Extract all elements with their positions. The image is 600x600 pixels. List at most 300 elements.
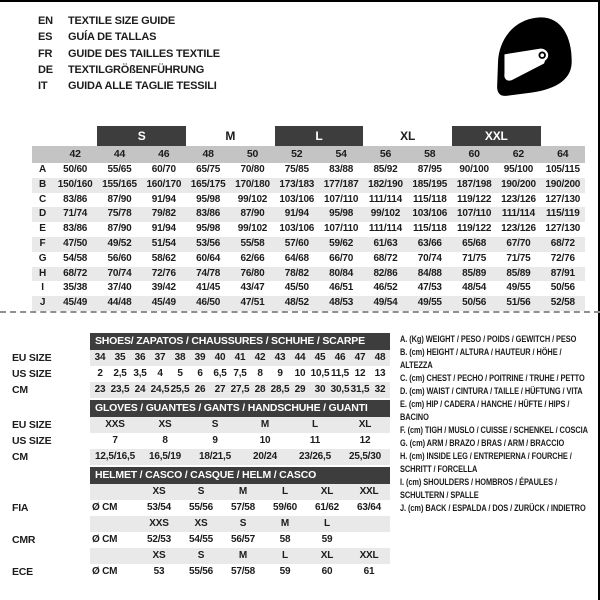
legend-item: A. (Kg) WEIGHT / PESO / POIDS / GEWITCH / PESO — [400, 334, 577, 345]
measurement-cell: 47/53 — [417, 282, 442, 294]
measurement-cell: 78/82 — [275, 267, 319, 282]
table-title: SHOES/ ZAPATOS / CHAUSSURES / SCHUHE / SCARPE — [90, 333, 390, 350]
measurement-cell: 54/58 — [63, 252, 88, 264]
row-label: US SIZE — [12, 433, 90, 449]
language-title: GUIDE DES TAILLES TEXTILE — [68, 47, 220, 60]
measurement-cell: 47/51 — [230, 296, 274, 311]
row-label: A — [38, 164, 47, 175]
textile-size-table — [32, 126, 585, 311]
size-group-label: L — [275, 126, 364, 146]
measurement-cell: 74/78 — [186, 267, 230, 282]
measurement-cell: 51/56 — [496, 296, 540, 311]
size-label-cell: S — [222, 516, 264, 532]
value-cell: 28 — [250, 382, 270, 398]
value-cell: 59 — [279, 566, 291, 577]
measurement-cell: 165/175 — [186, 178, 230, 193]
measurement-cell: 83/86 — [63, 193, 88, 205]
row-label: EU SIZE — [12, 417, 90, 433]
measurement-row — [32, 237, 585, 252]
size-label-cell: M — [222, 484, 264, 500]
size-label-cell: M — [222, 548, 264, 564]
numeric-size-label: 48 — [186, 146, 230, 163]
measurement-cell: 91/94 — [151, 193, 176, 205]
size-label-cell — [348, 516, 390, 532]
measurement-cell: 41/45 — [196, 282, 221, 294]
language-code: DE — [38, 63, 53, 76]
measurement-cell: 173/183 — [275, 178, 319, 193]
standard-label: ECE — [12, 564, 90, 580]
corner-cell — [12, 467, 90, 484]
standard-label: CMR — [12, 532, 90, 548]
row-label: I — [41, 282, 44, 294]
table-title-row — [12, 400, 390, 417]
measurement-cell: 50/60 — [63, 164, 88, 175]
measurement-cell: 35/38 — [63, 282, 88, 294]
measurement-cell: 71/74 — [53, 207, 97, 222]
table-title-row — [12, 467, 390, 484]
measurement-row — [32, 267, 585, 282]
measurement-cell: 111/114 — [496, 207, 540, 222]
helmet-value-row — [12, 532, 390, 548]
measurement-cell: 111/114 — [368, 193, 402, 205]
helmet-value-row — [12, 500, 390, 516]
value-cell: 37 — [150, 350, 170, 366]
value-cell: 53 — [153, 566, 165, 577]
language-code: EN — [38, 15, 53, 27]
value-cell: L — [290, 417, 340, 433]
measurement-cell: 190/200 — [496, 178, 540, 193]
row-label: EU SIZE — [12, 350, 90, 366]
value-cell: 42 — [250, 350, 270, 366]
value-cell: 2 — [97, 368, 103, 379]
legend-item: D. (cm) WAIST / CINTURA / TAILLE / HÜFTUNG / VITA — [400, 386, 583, 397]
measurement-cell: 83/86 — [186, 207, 230, 222]
measurement-cell: 85/89 — [452, 267, 496, 282]
measurement-cell: 43/47 — [240, 282, 265, 294]
size-group-label — [541, 126, 585, 146]
value-cell: 59 — [321, 534, 333, 545]
legend-item: B. (cm) HEIGHT / ALTURA / HAUTEUR / HÖHE / ALTEZZA — [400, 347, 562, 371]
size-label-cell: XXL — [348, 548, 390, 564]
legend-item: G. (cm) ARM / BRAZO / BRAS / ARM / BRACCIO — [400, 438, 565, 449]
value-cell: 20/24 — [240, 449, 290, 465]
measurement-cell: 56/60 — [107, 252, 132, 264]
size-label-cell: S — [180, 548, 222, 564]
value-cell: 10 — [294, 368, 306, 379]
accessory-tables — [12, 333, 390, 582]
measurement-cell: 65/68 — [452, 237, 496, 252]
row-label: G — [38, 252, 47, 264]
measurement-cell: 155/165 — [97, 178, 141, 193]
measurement-cell: 105/115 — [545, 164, 580, 175]
numeric-size-header-row — [32, 146, 585, 163]
standard-label: FIA — [12, 500, 90, 516]
size-label-cell: L — [264, 484, 306, 500]
diameter-unit-label: Ø CM — [92, 502, 118, 513]
value-cell: 12 — [359, 435, 371, 446]
numeric-size-label: 58 — [408, 146, 452, 163]
measurement-cell: 127/130 — [545, 223, 581, 235]
measurement-cell: 103/106 — [279, 193, 315, 205]
measurement-cell: 111/114 — [368, 223, 402, 235]
measurement-cell: 103/106 — [408, 207, 452, 222]
measurement-cell: 66/70 — [329, 252, 354, 264]
helmet-value-row — [12, 564, 390, 580]
measurement-cell: 80/84 — [319, 267, 363, 282]
helmet-size-header-row — [12, 516, 390, 532]
corner-cell — [12, 400, 90, 417]
value-cell: 58 — [279, 534, 291, 545]
measurement-cell: 185/195 — [408, 178, 452, 193]
unit-spacer-cell — [90, 548, 138, 564]
language-row — [38, 46, 220, 62]
measurement-row — [32, 252, 585, 267]
numeric-size-label: 56 — [363, 146, 407, 163]
measurement-cell: 45/49 — [142, 296, 186, 311]
measurement-cell: 49/55 — [408, 296, 452, 311]
size-label-cell: XXL — [348, 484, 390, 500]
measurement-cell: 46/50 — [186, 296, 230, 311]
value-cell: 35 — [110, 350, 130, 366]
measurement-cell: 71/75 — [506, 252, 531, 264]
row-label: CM — [12, 382, 90, 398]
measurement-cell: 59/62 — [319, 237, 363, 252]
measurement-cell: 62/66 — [240, 252, 265, 264]
value-cell: 56/57 — [230, 534, 256, 545]
value-cell: 48 — [370, 350, 390, 366]
size-group-label: XL — [400, 129, 416, 143]
table-row — [12, 350, 390, 366]
value-cell: 16,5/19 — [140, 449, 190, 465]
measurement-cell: 49/52 — [97, 237, 141, 252]
measurement-cell: 64/68 — [284, 252, 309, 264]
value-cell: 43 — [270, 350, 290, 366]
value-cell: 24 — [130, 382, 150, 398]
table-row — [12, 417, 390, 433]
numeric-size-label: 46 — [142, 146, 186, 163]
value-cell: 2,5 — [113, 368, 127, 379]
bottom-section — [12, 333, 600, 582]
measurement-cell: 85/92 — [373, 164, 398, 175]
row-label: C — [38, 193, 47, 205]
measurement-cell: 47/50 — [53, 237, 97, 252]
measurement-cell: 99/102 — [363, 207, 407, 222]
measurement-cell: 68/72 — [541, 237, 585, 252]
value-cell: 10 — [259, 435, 271, 446]
language-title: GUÍA DE TALLAS — [68, 31, 157, 44]
value-cell: S — [190, 417, 240, 433]
value-cell: 57/58 — [230, 502, 256, 513]
size-group-label: S — [97, 126, 186, 146]
measurement-cell: 115/119 — [541, 207, 585, 222]
measurement-cell: 44/48 — [97, 296, 141, 311]
legend-item: I. (cm) SHOULDERS / HOMBROS / ÉPAULES / SCHULTERN / SPALLE — [400, 477, 557, 501]
value-cell: 23/26,5 — [290, 449, 340, 465]
language-row — [38, 62, 220, 78]
measurement-cell: 107/110 — [324, 223, 359, 235]
size-label-cell: L — [264, 548, 306, 564]
measurement-cell: 115/118 — [412, 193, 447, 205]
value-cell: 23,5 — [110, 382, 130, 398]
gloves-size-table — [12, 400, 390, 465]
measurement-cell: 187/198 — [452, 178, 496, 193]
value-cell: 34 — [90, 350, 110, 366]
measurement-cell: 95/100 — [503, 164, 534, 175]
table-row — [12, 433, 390, 449]
value-cell: 52/53 — [146, 534, 172, 545]
measurement-cell: 76/80 — [230, 267, 274, 282]
value-cell: 41 — [230, 350, 250, 366]
page-border-top — [0, 0, 600, 2]
value-cell: 27 — [210, 382, 230, 398]
measurement-row — [32, 178, 585, 193]
table-row — [12, 382, 390, 398]
measurement-cell: 107/110 — [324, 193, 359, 205]
measurement-cell: 55/58 — [230, 237, 274, 252]
value-cell: XL — [340, 417, 390, 433]
measurement-cell: 48/52 — [275, 296, 319, 311]
value-cell: 36 — [130, 350, 150, 366]
table-title: HELMET / CASCO / CASQUE / HELM / CASCO — [90, 467, 390, 484]
row-label: J — [32, 296, 53, 311]
value-cell: 54/55 — [188, 534, 214, 545]
language-row — [38, 13, 220, 29]
measurement-cell: 50/56 — [452, 296, 496, 311]
legend-item: J. (cm) BACK / ESPALDA / DOS / ZURÜCK / INDIETRO — [400, 503, 586, 514]
measurement-cell: 65/75 — [196, 164, 221, 175]
measurement-cell: 87/90 — [107, 223, 132, 235]
value-cell: 11 — [309, 435, 321, 446]
measurement-cell: 87/90 — [107, 193, 132, 205]
value-cell: 25,5/30 — [340, 449, 390, 465]
dashed-separator — [0, 311, 600, 313]
measurement-cell: 83/88 — [329, 164, 354, 175]
helmet-size-table — [12, 467, 390, 580]
legend-item: C. (cm) CHEST / PECHO / POITRINE / TRUHE / PETTO — [400, 373, 585, 384]
measurement-row — [32, 222, 585, 237]
measurement-cell: 71/75 — [462, 252, 487, 264]
measurement-legend — [400, 333, 595, 582]
measurement-cell: 85/89 — [496, 267, 540, 282]
value-cell: 9 — [212, 435, 218, 446]
measurement-cell: 160/170 — [142, 178, 186, 193]
measurement-cell: 103/106 — [279, 223, 315, 235]
measurement-cell: 107/110 — [452, 207, 496, 222]
measurement-cell: 50/56 — [550, 282, 575, 294]
numeric-size-label: 44 — [97, 146, 141, 163]
measurement-cell: 99/102 — [237, 193, 268, 205]
corner-cell — [32, 146, 53, 163]
value-cell: 13 — [374, 368, 386, 379]
measurement-cell: 95/98 — [319, 207, 363, 222]
value-cell: 5 — [177, 368, 183, 379]
measurement-cell: 99/102 — [237, 223, 268, 235]
racing-helmet-icon — [487, 12, 579, 104]
measurement-cell: 87/90 — [230, 207, 274, 222]
measurement-cell: 37/40 — [107, 282, 132, 294]
value-cell: 9 — [277, 368, 283, 379]
value-cell: 40 — [210, 350, 230, 366]
measurement-cell: 190/200 — [541, 178, 585, 193]
value-cell: 30 — [310, 382, 330, 398]
measurement-cell: 46/51 — [329, 282, 354, 294]
measurement-cell: 75/78 — [97, 207, 141, 222]
value-cell: M — [240, 417, 290, 433]
measurement-cell: 60/64 — [196, 252, 221, 264]
value-cell: 57/58 — [230, 566, 256, 577]
value-cell: 23 — [90, 382, 110, 398]
measurement-row — [32, 296, 585, 311]
numeric-size-label: 62 — [496, 146, 540, 163]
size-group-label — [53, 126, 97, 146]
row-label: E — [39, 223, 46, 235]
value-cell: 24,5 — [150, 382, 170, 398]
value-cell: 4 — [157, 368, 163, 379]
value-cell: 30,5 — [330, 382, 350, 398]
measurement-cell: 63/66 — [408, 237, 452, 252]
corner-cell — [12, 484, 90, 500]
measurement-cell: 70/74 — [97, 267, 141, 282]
numeric-size-label: 60 — [452, 146, 496, 163]
size-label-cell: S — [180, 484, 222, 500]
value-cell: 28,5 — [270, 382, 290, 398]
size-label-cell: XXS — [138, 516, 180, 532]
language-code: IT — [38, 80, 48, 93]
value-cell: 31,5 — [350, 382, 370, 398]
numeric-size-label: 42 — [53, 146, 97, 163]
size-label-cell: XS — [138, 548, 180, 564]
measurement-cell: 57/60 — [275, 237, 319, 252]
measurement-cell: 51/54 — [142, 237, 186, 252]
corner-cell — [12, 516, 90, 532]
measurement-cell: 68/72 — [373, 252, 398, 264]
row-label: CM — [12, 449, 90, 465]
measurement-cell: 75/85 — [284, 164, 309, 175]
measurement-cell: 82/86 — [363, 267, 407, 282]
measurement-cell: 70/80 — [240, 164, 265, 175]
unit-spacer-cell — [90, 516, 138, 532]
numeric-size-label: 52 — [275, 146, 319, 163]
language-code: ES — [38, 31, 53, 44]
size-label-cell: XS — [138, 484, 180, 500]
measurement-cell: 119/122 — [457, 223, 492, 235]
value-cell: 26 — [190, 382, 210, 398]
row-label: D — [32, 207, 53, 222]
measurement-cell: 70/74 — [417, 252, 442, 264]
measurement-cell: 150/160 — [53, 178, 97, 193]
table-title: GLOVES / GUANTES / GANTS / HANDSCHUHE / GUANTI — [90, 400, 390, 417]
size-label-cell: L — [306, 516, 348, 532]
measurement-cell: 91/94 — [151, 223, 176, 235]
row-label: H — [32, 267, 53, 282]
size-label-cell: XL — [306, 484, 348, 500]
measurement-cell: 48/54 — [462, 282, 487, 294]
language-row — [38, 29, 220, 45]
value-cell: 8 — [257, 368, 263, 379]
value-cell — [348, 532, 390, 548]
size-label-cell: XL — [306, 548, 348, 564]
value-cell: 45 — [310, 350, 330, 366]
language-row — [38, 78, 220, 94]
value-cell: 3,5 — [133, 368, 147, 379]
value-cell: 61/62 — [314, 502, 340, 513]
language-title: TEXTILGRÖßENFÜHRUNG — [68, 63, 205, 76]
helmet-size-header-row — [12, 484, 390, 500]
corner-cell — [32, 126, 53, 146]
measurement-row — [32, 281, 585, 296]
shoes-size-table — [12, 333, 390, 398]
numeric-size-label: 50 — [230, 146, 274, 163]
measurement-cell: 52/58 — [541, 296, 585, 311]
measurement-cell: 84/88 — [408, 267, 452, 282]
value-cell: 39 — [190, 350, 210, 366]
measurement-cell: 60/70 — [151, 164, 176, 175]
value-cell: 29 — [290, 382, 310, 398]
language-title: GUIDA ALLE TAGLIE TESSILI — [68, 80, 217, 93]
numeric-size-label: 54 — [319, 146, 363, 163]
measurement-cell: 123/126 — [501, 193, 536, 205]
value-cell: 12,5/16,5 — [90, 449, 140, 465]
corner-cell — [12, 333, 90, 350]
value-cell: 59/60 — [272, 502, 298, 513]
language-code: FR — [38, 47, 53, 60]
legend-item: F. (cm) TIGH / MUSLO / CUISSE / SCHENKEL / COSCIA — [400, 425, 588, 436]
measurement-cell: 39/42 — [151, 282, 176, 294]
diameter-unit-label: Ø CM — [92, 534, 118, 545]
size-group-header-row — [32, 126, 585, 146]
measurement-cell: 87/91 — [541, 267, 585, 282]
measurement-cell: 83/86 — [63, 223, 88, 235]
measurement-row — [32, 193, 585, 208]
value-cell: 25,5 — [170, 382, 190, 398]
table-title-row — [12, 333, 390, 350]
measurement-cell: 127/130 — [545, 193, 581, 205]
unit-spacer-cell — [90, 484, 138, 500]
row-label: F — [32, 237, 53, 252]
measurement-row — [32, 207, 585, 222]
measurement-cell: 68/72 — [53, 267, 97, 282]
value-cell: 7,5 — [233, 368, 247, 379]
language-title-list — [38, 13, 220, 94]
value-cell: 53/54 — [146, 502, 172, 513]
language-title: TEXTILE SIZE GUIDE — [68, 15, 176, 27]
value-cell: 32 — [370, 382, 390, 398]
measurement-row — [32, 163, 585, 178]
helmet-size-header-row — [12, 548, 390, 564]
measurement-cell: 61/63 — [363, 237, 407, 252]
value-cell: 18/21,5 — [190, 449, 240, 465]
measurement-cell: 49/55 — [506, 282, 531, 294]
value-cell: 46 — [330, 350, 350, 366]
value-cell: 11,5 — [330, 368, 350, 379]
measurement-cell: 95/98 — [196, 193, 221, 205]
table-row — [12, 366, 390, 382]
value-cell: 60 — [321, 566, 333, 577]
value-cell: 38 — [170, 350, 190, 366]
size-label-cell: XS — [180, 516, 222, 532]
measurement-cell: 123/126 — [501, 223, 536, 235]
row-label: US SIZE — [12, 366, 90, 382]
measurement-cell: 115/118 — [412, 223, 447, 235]
measurement-cell: 91/94 — [275, 207, 319, 222]
diameter-unit-label: Ø CM — [92, 566, 118, 577]
value-cell: 63/64 — [356, 502, 382, 513]
value-cell: XS — [140, 417, 190, 433]
value-cell: 7 — [112, 435, 118, 446]
value-cell: 10,5 — [310, 368, 330, 379]
measurement-cell: 177/187 — [319, 178, 363, 193]
size-label-cell: M — [264, 516, 306, 532]
